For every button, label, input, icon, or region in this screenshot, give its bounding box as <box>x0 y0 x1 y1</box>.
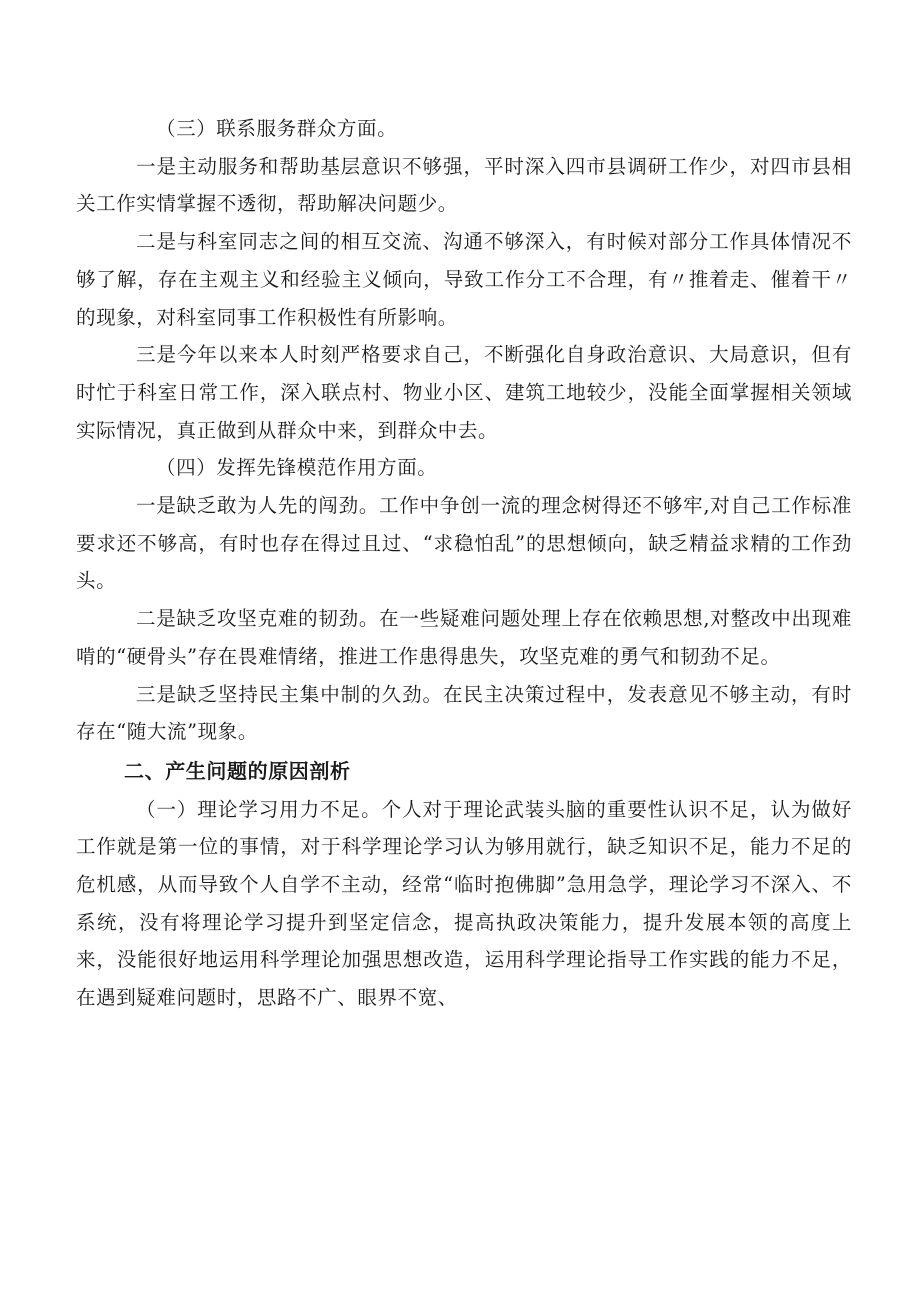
paragraph: 三是今年以来本人时刻严格要求自己，不断强化自身政治意识、大局意识，但有时忙于科室日常工作，深入联点村、物业小区、建筑工地较少，没能全面掌握相关领域实际情况，真正做到从群众中来，到群众中去。 <box>76 343 852 442</box>
paragraph: （一）理论学习用力不足。个人对于理论武装头脑的重要性认识不足，认为做好工作就是第一位的事情，对于科学理论学习认为够用就行，缺乏知识不足，能力不足的危机感，从而导致个人自学不主动，经常“临时抱佛脚”急用急学，理论学习不深入、不系统，没有将理论学习提升到坚定信念，提高执政决策能力，提升发展本领的高度上来，没能很好地运用科学理论加强思想改造，运用科学理论指导工作实践的能力不足，在遇到疑难问题时，思路不广、眼界不宽、 <box>76 797 852 1010</box>
paragraph: 二是缺乏攻坚克难的韧劲。在一些疑难问题处理上存在依赖思想,对整改中出现难啃的“硬骨头”存在畏难情绪，推进工作患得患失，攻坚克难的勇气和韧劲不足。 <box>76 607 852 668</box>
paragraph: 一是主动服务和帮助基层意识不够强，平时深入四市县调研工作少，对四市县相关工作实情掌握不透彻，帮助解决问题少。 <box>76 154 852 216</box>
paragraph: 三是缺乏坚持民主集中制的久劲。在民主决策过程中，发表意见不够主动，有时存在“随大流”现象。 <box>76 682 852 744</box>
paragraph: 二是与科室同志之间的相互交流、沟通不够深入，有时候对部分工作具体情况不够了解，存在主观主义和经验主义倾向，导致工作分工不合理，有〃推着走、催着干〃的现象，对科室同事工作积极性有所影响。 <box>76 230 852 329</box>
paragraph: 一是缺乏敢为人先的闯劲。工作中争创一流的理念树得还不够牢,对自己工作标准要求还不够高，有时也存在得过且过、“求稳怕乱”的思想倾向，缺乏精益求精的工作劲头。 <box>76 494 852 593</box>
sub-heading-pioneer-role: （四）发挥先锋模范作用方面。 <box>156 456 438 480</box>
sub-heading-contact-masses: （三）联系服务群众方面。 <box>156 117 398 140</box>
document-body <box>76 110 852 1017</box>
section-heading-cause-analysis: 二、产生问题的原因剖析 <box>124 758 351 783</box>
